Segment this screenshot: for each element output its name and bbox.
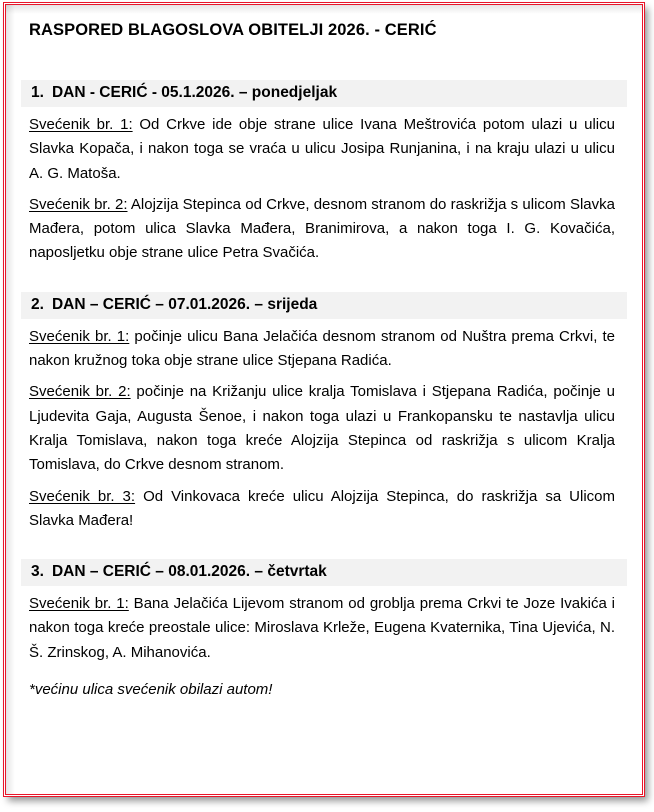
day-number-3: 3. (31, 563, 44, 581)
day-2-entry-1 (29, 325, 615, 374)
day-2-3-spacer (19, 533, 629, 559)
day-1-entry-2 (29, 193, 615, 266)
document-page-body (6, 5, 642, 794)
priest-route-2-1: počinje ulicu Bana Jelačića desnom stranom od Nuštra prema Crkvi, te nakon kružnog toka obje strane ulice Stjepana Radića. (29, 327, 615, 370)
day-heading-text-3: DAN – CERIĆ – 08.01.2026. – četvrtak (51, 563, 327, 581)
document-page-frame (3, 2, 645, 797)
day-heading-1 (21, 80, 627, 107)
priest-label-2-3: Svećenik br. 3: (29, 487, 136, 505)
day-number-2: 2. (31, 295, 44, 313)
day-number-1: 1. (31, 84, 44, 101)
priest-route-1-1: Od Crkve ide obje strane ulice Ivana Meštrovića potom ulazi u ulicu Slavka Kopača, i nakon toga se vraća u ulicu Josipa Runjanina, i na kraju ulazi u ulicu A. G. Matoša. (29, 116, 615, 182)
priest-label-2-2: Svećenik br. 2: (29, 383, 131, 401)
priest-label-1-1: Svećenik br. 1: (29, 116, 133, 133)
day-heading-text-1: DAN - CERIĆ - 05.1.2026. – ponedjeljak (51, 84, 338, 101)
document-title: RASPORED BLAGOSLOVA OBITELJI 2026. - CERIĆ (29, 21, 437, 39)
priest-route-1-2: Alojzija Stepinca od Crkve, desnom stranom do raskrižja s ulicom Slavka Mađera, potom ulica Slavka Mađera, Branimirova, a nakon toga I. G. Kovačića, naposljetku obje strane ulice Petra Svačića. (29, 195, 615, 262)
day-1-entry-1 (29, 113, 615, 186)
document-footnote: *većinu ulica svećenik obilazi autom! (29, 681, 273, 699)
day-heading-3 (21, 559, 627, 586)
day-heading-2 (21, 292, 627, 319)
day-3-entry-1 (29, 592, 615, 665)
priest-route-2-2: počinje na Križanju ulice kralja Tomislava i Stjepana Radića, počinje u Ljudevita Gaja, Augusta Šenoe, i nakon toga ulazi u Frankopansku te nastavlja ulicu Kralja Tomislava, nakon toga kreće Alojzija Stepinca od raskrižja s ulicom Kralja Tomislava, do Crkve desnom stranom. (29, 383, 616, 474)
priest-route-3-1: Bana Jelačića Lijevom stranom od groblja prema Crkvi te Joze Ivakića i nakon toga kreće preostale ulice: Miroslava Krleže, Eugena Kvaternika, Tina Ujevića, N. Š. Zrinskog, A. Mihanovića. (29, 595, 615, 661)
day-2-entry-3 (29, 485, 615, 534)
priest-label-1-2: Svećenik br. 2: (29, 195, 128, 213)
priest-label-2-1: Svećenik br. 1: (29, 327, 130, 345)
day-heading-text-2: DAN – CERIĆ – 07.01.2026. – srijeda (51, 295, 318, 313)
day-1-2-spacer (19, 266, 629, 292)
title-spacer (19, 40, 629, 80)
day-2-entry-2 (29, 380, 615, 477)
priest-label-3-1: Svećenik br. 1: (29, 595, 129, 613)
priest-route-2-3: Od Vinkovaca kreće ulicu Alojzija Stepinca, do raskrižja sa Ulicom Slavka Mađera! (29, 487, 615, 529)
